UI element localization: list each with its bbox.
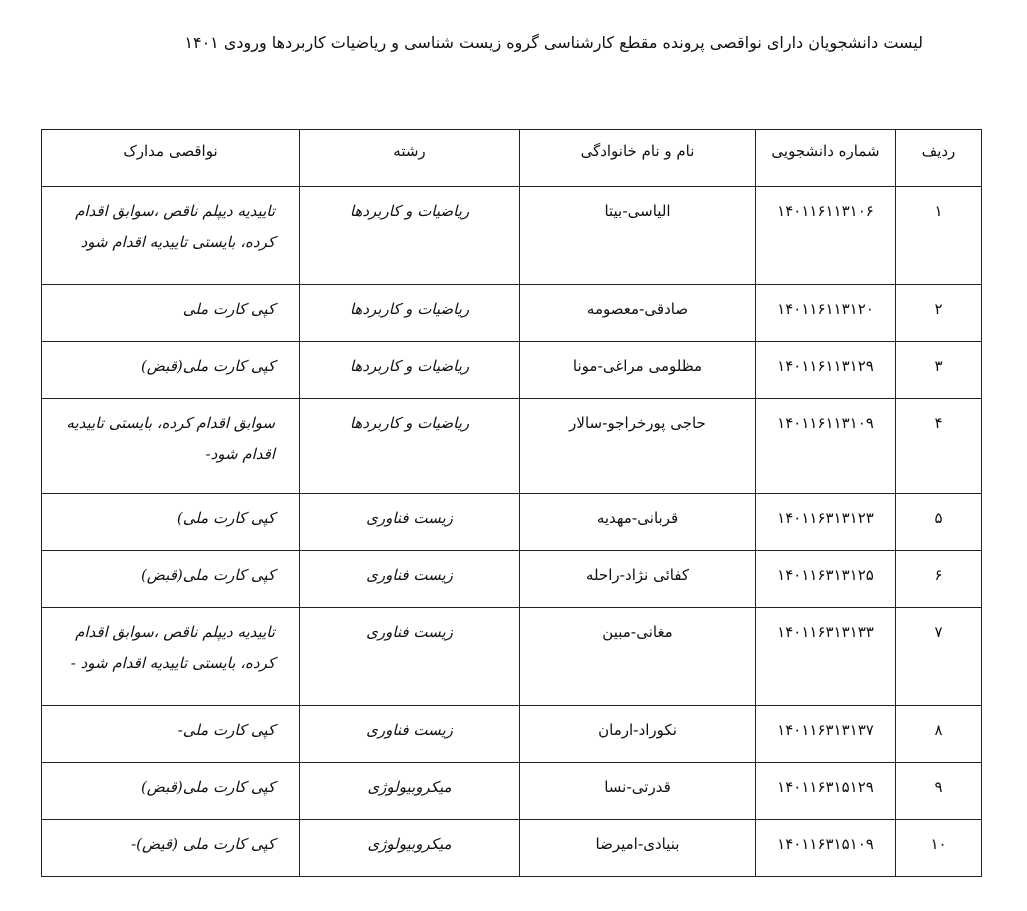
student-name: حاجی پورخراجو-سالار: [569, 414, 706, 432]
deficiency-text: کپی کارت ملی (قیض)-: [131, 835, 275, 853]
field-of-study: ریاضیات و کاربردها: [349, 357, 470, 375]
student-id-cell: [756, 187, 896, 285]
row-number: ۱۰: [930, 835, 947, 853]
table-row: [42, 763, 982, 820]
field-of-study: ریاضیات و کاربردها: [349, 300, 470, 318]
student-id: ۱۴۰۱۱۶۳۱۵۱۰۹: [777, 835, 874, 853]
table-row: [42, 608, 982, 706]
field-of-study-cell: [300, 551, 520, 608]
deficiency-text-cell: [42, 494, 300, 551]
field-of-study-cell: [300, 342, 520, 399]
student-id: ۱۴۰۱۱۶۳۱۳۱۳۳: [777, 623, 874, 641]
field-of-study: ریاضیات و کاربردها: [349, 414, 470, 432]
row-number: ۳: [934, 357, 943, 375]
student-name-cell: [520, 494, 756, 551]
deficiency-text: کپی کارت ملی(قبض): [140, 566, 275, 584]
row-number-cell: [896, 399, 982, 494]
deficiency-text-cell: [42, 187, 300, 285]
students-table: [41, 129, 982, 877]
field-of-study-cell: [300, 608, 520, 706]
student-name: بنیادی-امیرضا: [595, 835, 680, 853]
row-number: ۹: [934, 778, 943, 796]
field-of-study: زیست فناوری: [366, 509, 453, 527]
student-id: ۱۴۰۱۱۶۳۱۳۱۲۵: [777, 566, 874, 584]
field-of-study: ریاضیات و کاربردها: [349, 202, 470, 220]
row-number-cell: [896, 494, 982, 551]
table-header-row: [42, 130, 982, 187]
row-number-cell: [896, 706, 982, 763]
field-of-study: زیست فناوری: [366, 721, 453, 739]
field-of-study: زیست فناوری: [366, 566, 453, 584]
student-id-cell: [756, 820, 896, 877]
deficiency-text-cell: [42, 820, 300, 877]
deficiency-text: کپی کارت ملی: [182, 300, 275, 318]
deficiency-text: کپی کارت ملی(قبض): [140, 778, 275, 796]
deficiency-text-cell: [42, 608, 300, 706]
student-name-cell: [520, 706, 756, 763]
student-name: کفائی نژاد-راحله: [585, 566, 690, 584]
deficiency-text: کپی کارت ملی-: [177, 721, 275, 739]
table-row: [42, 399, 982, 494]
row-number-cell: [896, 608, 982, 706]
student-id: ۱۴۰۱۱۶۳۱۳۱۲۳: [777, 509, 874, 527]
header-student-id: شماره دانشجویی: [756, 130, 896, 187]
table-row: [42, 820, 982, 877]
student-id: ۱۴۰۱۱۶۳۱۳۱۳۷: [777, 721, 874, 739]
student-id-cell: [756, 551, 896, 608]
row-number-cell: [896, 763, 982, 820]
student-name-cell: [520, 342, 756, 399]
student-name-cell: [520, 608, 756, 706]
field-of-study-cell: [300, 187, 520, 285]
row-number: ۶: [934, 566, 943, 584]
student-id-cell: [756, 706, 896, 763]
deficiency-text: تاییدیه دیپلم ناقص ،سوابق اقدام کرده، بایستی تاییدیه اقدام شود -: [70, 623, 275, 672]
student-id: ۱۴۰۱۱۶۳۱۵۱۲۹: [777, 778, 874, 796]
row-number: ۵: [934, 509, 943, 527]
student-name: قربانی-مهدیه: [596, 509, 679, 527]
field-of-study: میکروبیولوژی: [367, 835, 452, 853]
field-of-study: میکروبیولوژی: [367, 778, 452, 796]
header-deficiencies: نواقصی مدارک: [42, 130, 300, 187]
student-name: مظلومی مراغی-مونا: [572, 357, 703, 375]
student-name-cell: [520, 187, 756, 285]
field-of-study-cell: [300, 706, 520, 763]
student-id-cell: [756, 608, 896, 706]
student-id: ۱۴۰۱۱۶۱۱۳۱۰۶: [777, 202, 874, 220]
student-id-cell: [756, 763, 896, 820]
student-name-cell: [520, 285, 756, 342]
student-name: صادقی-معصومه: [586, 300, 689, 318]
deficiency-text: کپی کارت ملی(قبض): [140, 357, 275, 375]
row-number: ۸: [934, 721, 943, 739]
row-number: ۷: [934, 623, 943, 641]
header-field: رشته: [300, 130, 520, 187]
student-id: ۱۴۰۱۱۶۱۱۳۱۰۹: [777, 414, 874, 432]
deficiency-text: تاییدیه دیپلم ناقص ،سوابق اقدام کرده، بایستی تاییدیه اقدام شود: [75, 202, 275, 251]
student-id-cell: [756, 342, 896, 399]
field-of-study-cell: [300, 494, 520, 551]
student-name: نکوراد-ارمان: [598, 721, 677, 739]
student-id: ۱۴۰۱۱۶۱۱۳۱۲۰: [777, 300, 874, 318]
table-row: [42, 706, 982, 763]
deficiency-text-cell: [42, 763, 300, 820]
student-name-cell: [520, 763, 756, 820]
student-name: مغانی-مبین: [602, 623, 673, 641]
student-id-cell: [756, 285, 896, 342]
row-number-cell: [896, 820, 982, 877]
row-number: ۴: [934, 414, 943, 432]
student-name: الیاسی-بیتا: [604, 202, 671, 220]
header-full-name: نام و نام خانوادگی: [520, 130, 756, 187]
field-of-study: زیست فناوری: [366, 623, 453, 641]
field-of-study-cell: [300, 285, 520, 342]
field-of-study-cell: [300, 763, 520, 820]
table-row: [42, 187, 982, 285]
table-row: [42, 342, 982, 399]
table-row: [42, 551, 982, 608]
student-name-cell: [520, 551, 756, 608]
page-title: لیست دانشجویان دارای نواقصی پرونده مقطع کارشناسی گروه زیست شناسی و ریاضیات کاربردها ورودی ۱۴۰۱: [184, 33, 923, 52]
field-of-study-cell: [300, 820, 520, 877]
deficiency-text-cell: [42, 551, 300, 608]
deficiency-text-cell: [42, 399, 300, 494]
deficiency-text: کپی کارت ملی): [176, 509, 275, 527]
student-id-cell: [756, 494, 896, 551]
deficiency-text-cell: [42, 285, 300, 342]
student-id: ۱۴۰۱۱۶۱۱۳۱۲۹: [777, 357, 874, 375]
row-number-cell: [896, 187, 982, 285]
row-number: ۲: [934, 300, 943, 318]
student-name-cell: [520, 399, 756, 494]
row-number: ۱: [934, 202, 943, 220]
row-number-cell: [896, 285, 982, 342]
deficiency-text-cell: [42, 342, 300, 399]
table-row: [42, 494, 982, 551]
row-number-cell: [896, 551, 982, 608]
row-number-cell: [896, 342, 982, 399]
deficiency-text: سوابق اقدام کرده، بایستی تاییدیه اقدام شود-: [66, 414, 275, 463]
student-name-cell: [520, 820, 756, 877]
field-of-study-cell: [300, 399, 520, 494]
student-id-cell: [756, 399, 896, 494]
table-row: [42, 285, 982, 342]
deficiency-text-cell: [42, 706, 300, 763]
header-row-number: ردیف: [896, 130, 982, 187]
student-name: قدرتی-نسا: [604, 778, 671, 796]
